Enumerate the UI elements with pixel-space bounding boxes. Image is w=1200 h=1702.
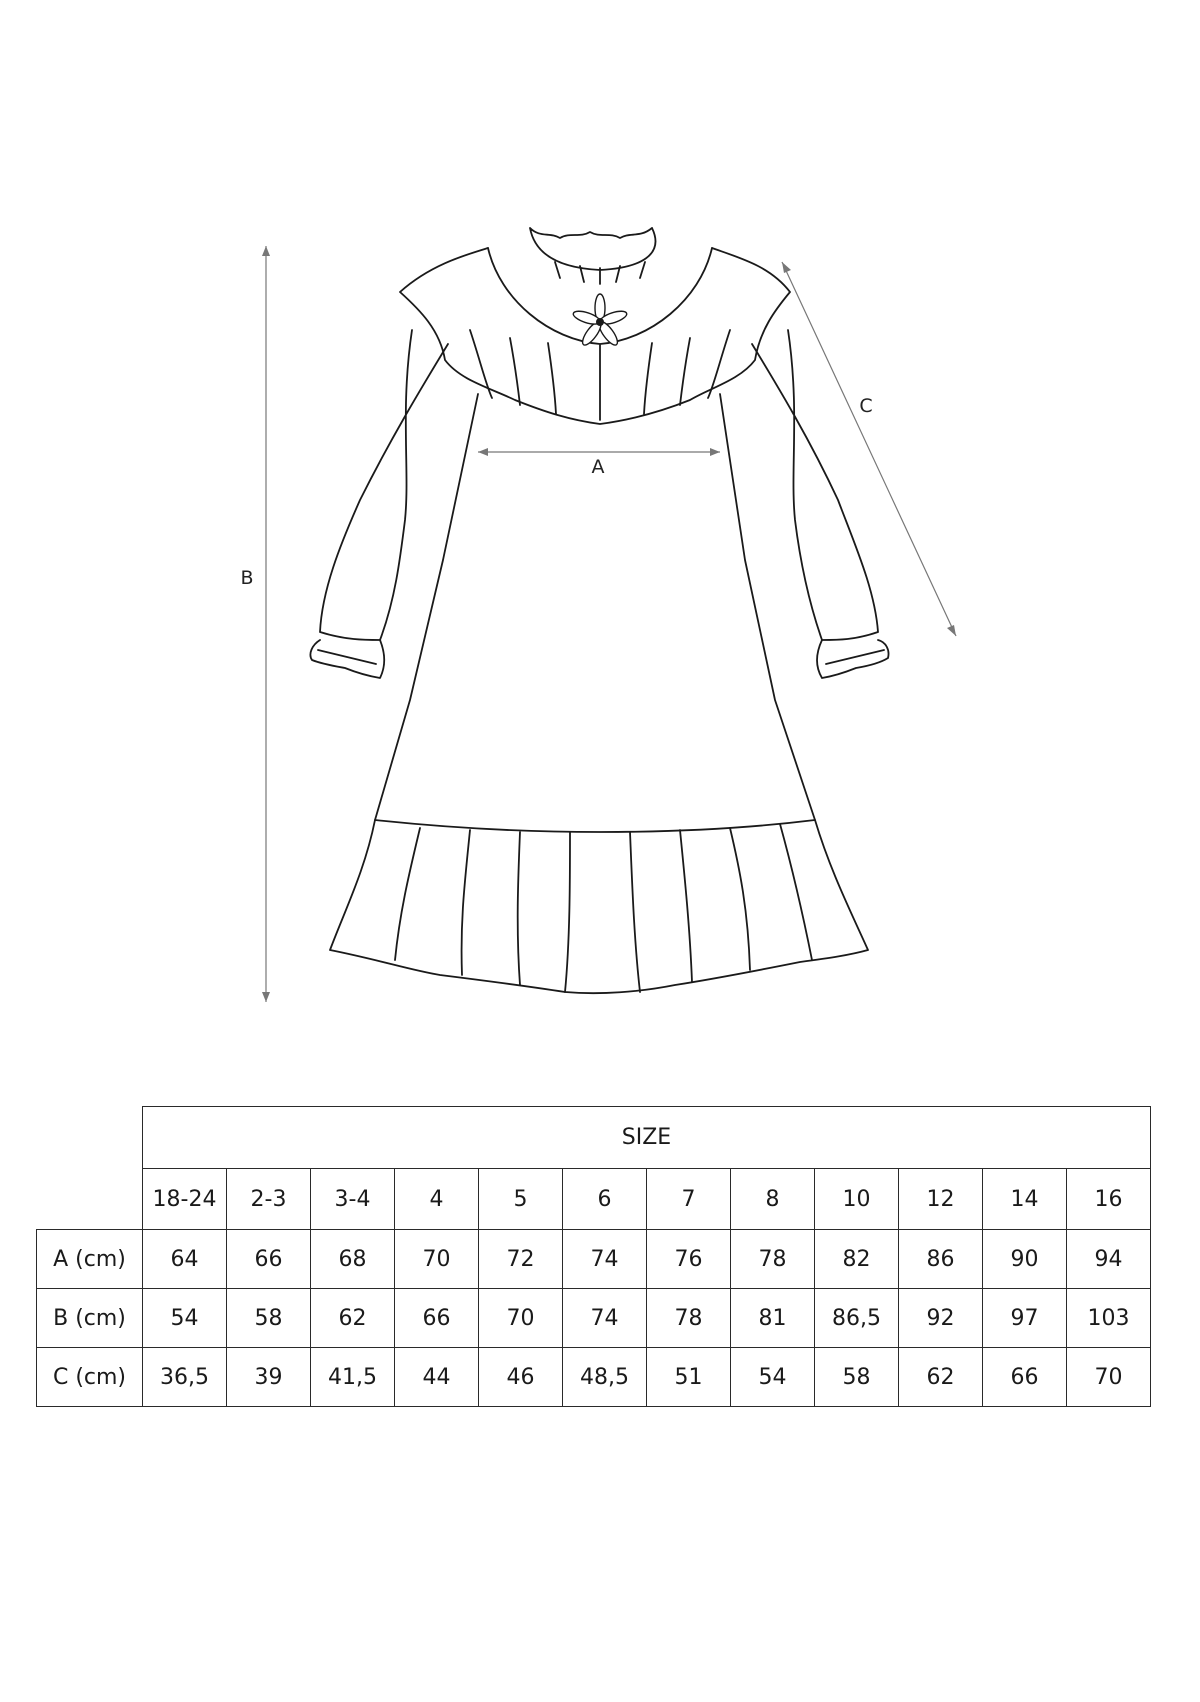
table-cell: 70 bbox=[479, 1289, 563, 1348]
table-cell: 103 bbox=[1067, 1289, 1151, 1348]
table-cell: 48,5 bbox=[563, 1348, 647, 1407]
arrowhead-b-bottom bbox=[262, 992, 270, 1002]
table-cell: 68 bbox=[311, 1230, 395, 1289]
size-header-cell: 14 bbox=[983, 1169, 1067, 1230]
table-cell: 74 bbox=[563, 1230, 647, 1289]
table-cell: 36,5 bbox=[143, 1348, 227, 1407]
row-label-a: A (cm) bbox=[37, 1230, 143, 1289]
table-row-a bbox=[37, 1230, 1151, 1289]
arrowhead-b-top bbox=[262, 246, 270, 256]
size-header-cell: 12 bbox=[899, 1169, 983, 1230]
table-cell: 70 bbox=[395, 1230, 479, 1289]
table-cell: 39 bbox=[227, 1348, 311, 1407]
measure-label-a: A bbox=[591, 456, 605, 478]
table-cell: 54 bbox=[731, 1348, 815, 1407]
table-row-b bbox=[37, 1289, 1151, 1348]
table-cell: 74 bbox=[563, 1289, 647, 1348]
table-cell: 66 bbox=[227, 1230, 311, 1289]
size-table bbox=[36, 1106, 1151, 1407]
size-header-row bbox=[37, 1169, 1151, 1230]
table-cell: 62 bbox=[311, 1289, 395, 1348]
table-cell: 86,5 bbox=[815, 1289, 899, 1348]
arrowhead-c-top bbox=[782, 262, 791, 273]
size-header-cell: 5 bbox=[479, 1169, 563, 1230]
size-header-cell: 10 bbox=[815, 1169, 899, 1230]
size-header-cell: 6 bbox=[563, 1169, 647, 1230]
size-header-cell: 16 bbox=[1067, 1169, 1151, 1230]
table-cell: 94 bbox=[1067, 1230, 1151, 1289]
table-cell: 82 bbox=[815, 1230, 899, 1289]
table-cell: 58 bbox=[815, 1348, 899, 1407]
arrowhead-a-right bbox=[710, 448, 720, 456]
arrowhead-c-bottom bbox=[947, 625, 956, 636]
arrowhead-a-left bbox=[478, 448, 488, 456]
table-cell: 90 bbox=[983, 1230, 1067, 1289]
row-label-b: B (cm) bbox=[37, 1289, 143, 1348]
table-row-c bbox=[37, 1348, 1151, 1407]
dimension-line-c bbox=[782, 262, 956, 636]
table-cell: 78 bbox=[731, 1230, 815, 1289]
right-cuff-ruffle bbox=[817, 640, 888, 678]
size-header-cell: 8 bbox=[731, 1169, 815, 1230]
size-header-cell: 18-24 bbox=[143, 1169, 227, 1230]
table-cell: 92 bbox=[899, 1289, 983, 1348]
size-table-title: SIZE bbox=[143, 1107, 1151, 1169]
collar-ruffle bbox=[530, 228, 655, 284]
table-cell: 81 bbox=[731, 1289, 815, 1348]
table-cell: 78 bbox=[647, 1289, 731, 1348]
table-cell: 66 bbox=[983, 1348, 1067, 1407]
table-cell: 76 bbox=[647, 1230, 731, 1289]
table-cell: 70 bbox=[1067, 1348, 1151, 1407]
left-sleeve bbox=[320, 330, 448, 640]
table-cell: 51 bbox=[647, 1348, 731, 1407]
size-header-cell: 7 bbox=[647, 1169, 731, 1230]
table-cell: 54 bbox=[143, 1289, 227, 1348]
table-cell: 97 bbox=[983, 1289, 1067, 1348]
table-cell: 46 bbox=[479, 1348, 563, 1407]
skirt-gathers bbox=[395, 824, 812, 992]
measure-label-c: C bbox=[859, 395, 873, 417]
table-cell: 58 bbox=[227, 1289, 311, 1348]
table-cell: 72 bbox=[479, 1230, 563, 1289]
size-header-cell: 4 bbox=[395, 1169, 479, 1230]
measure-label-b: B bbox=[240, 567, 254, 589]
table-cell: 64 bbox=[143, 1230, 227, 1289]
size-header-cell: 3-4 bbox=[311, 1169, 395, 1230]
table-cell: 62 bbox=[899, 1348, 983, 1407]
table-cell: 41,5 bbox=[311, 1348, 395, 1407]
flower-embroidery bbox=[572, 294, 628, 348]
left-cuff-ruffle bbox=[310, 640, 384, 678]
skirt-ruffle bbox=[330, 820, 868, 993]
row-label-c: C (cm) bbox=[37, 1348, 143, 1407]
right-sleeve bbox=[752, 330, 878, 640]
table-cell: 66 bbox=[395, 1289, 479, 1348]
size-header-cell: 2-3 bbox=[227, 1169, 311, 1230]
table-cell: 44 bbox=[395, 1348, 479, 1407]
table-cell: 86 bbox=[899, 1230, 983, 1289]
